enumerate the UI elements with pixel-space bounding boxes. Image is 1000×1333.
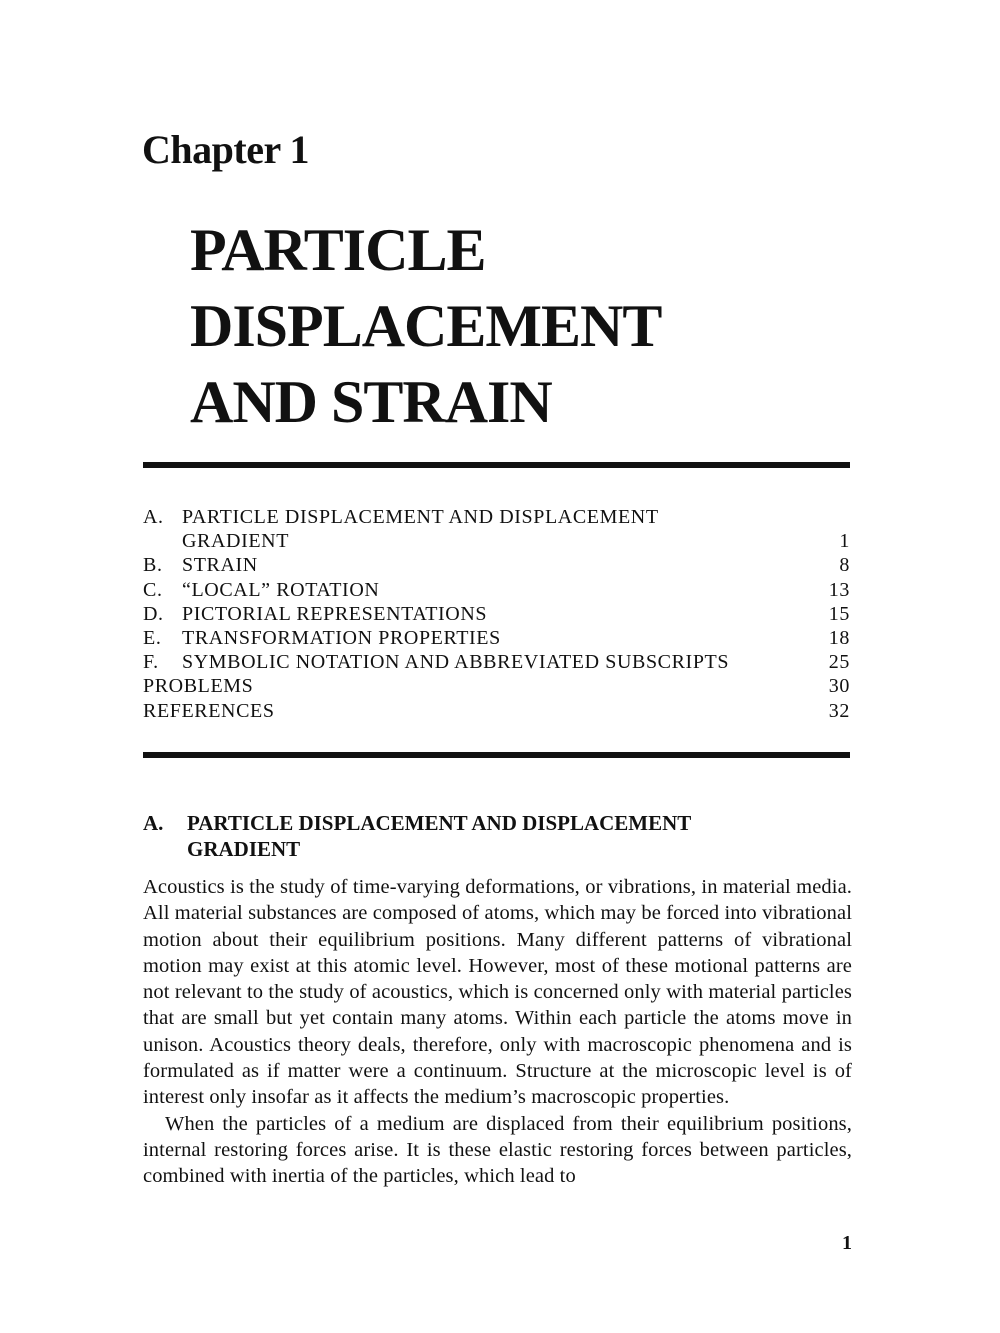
toc-entry-title: TRANSFORMATION PROPERTIES [182,626,501,649]
toc-entry-letter: E. [143,626,162,649]
toc-entry-letter: F. [143,651,159,674]
toc-entry-page: 8 [839,554,850,577]
toc-entry-title: PROBLEMS [143,675,254,698]
toc-entry-letter: D. [143,602,164,625]
toc-entry-title: STRAIN [182,554,258,577]
toc-entry[interactable] [143,529,850,553]
toc-entry-letter: A. [143,506,164,528]
body-text [143,874,852,1190]
chapter-label: Chapter 1 [142,127,309,172]
page-number: 1 [842,1232,852,1254]
toc-entry-page: 30 [828,675,850,698]
toc-entry-title: REFERENCES [143,699,275,722]
toc-entry[interactable] [143,650,850,674]
toc-entry-title: “LOCAL” ROTATION [182,578,380,601]
section-title: PARTICLE DISPLACEMENT AND DISPLACEMENT GRADIENT [187,811,691,861]
body-paragraph: Acoustics is the study of time-varying deformations, or vibrations, in material media. All material substances are composed of atoms, which may be forced into vibrational motion about their equilibrium positions. Many different patterns of vibrational motion may exist at this atomic level. However, most of these motional patterns are not relevant to the study of acoustics, which is concerned only with material particles that are small but yet contain many atoms. Within each particle the atoms move in unison. Acoustics theory deals, therefore, only with macroscopic phenomena and is formulated as if matter were a continuum. Structure at the microscopic level is of interest only insofar as it affects the medium’s macroscopic properties. [143,876,852,1109]
toc-entry-letter: C. [143,578,163,601]
chapter-title-line: DISPLACEMENT [190,293,662,359]
top-rule-divider [143,462,850,468]
toc-entry-page: 1 [839,530,850,553]
toc-entry-references[interactable] [143,699,850,723]
toc-entry-title: PARTICLE DISPLACEMENT AND DISPLACEMENT [182,506,659,528]
toc-entry-title: PICTORIAL REPRESENTATIONS [182,602,488,625]
bottom-rule-divider [143,752,850,758]
toc-entry-page: 32 [828,699,850,722]
toc-entry-title: SYMBOLIC NOTATION AND ABBREVIATED SUBSCRIPTS [182,651,730,674]
toc-entry-letter: B. [143,554,163,577]
chapter-title-line: PARTICLE [190,217,486,283]
toc-entry[interactable] [143,578,850,602]
table-of-contents [143,505,850,723]
toc-entry-page: 18 [828,626,850,649]
chapter-title-line: AND STRAIN [190,369,552,435]
toc-entry[interactable] [143,505,850,529]
toc-entry-page: 13 [828,578,850,601]
chapter-title [190,212,661,440]
toc-entry-page: 15 [828,602,850,625]
body-paragraph: When the particles of a medium are displaced from their equilibrium positions, internal restoring forces arise. It is these elastic restoring forces between particles, combined with inertia of the particles, which lead to [143,1112,852,1188]
toc-entry-title: GRADIENT [182,530,290,553]
toc-entry-page: 25 [828,651,850,674]
toc-entry-problems[interactable] [143,674,850,698]
section-letter: A. [143,811,164,835]
toc-entry[interactable] [143,553,850,577]
toc-entry[interactable] [143,602,850,626]
toc-entry[interactable] [143,626,850,650]
